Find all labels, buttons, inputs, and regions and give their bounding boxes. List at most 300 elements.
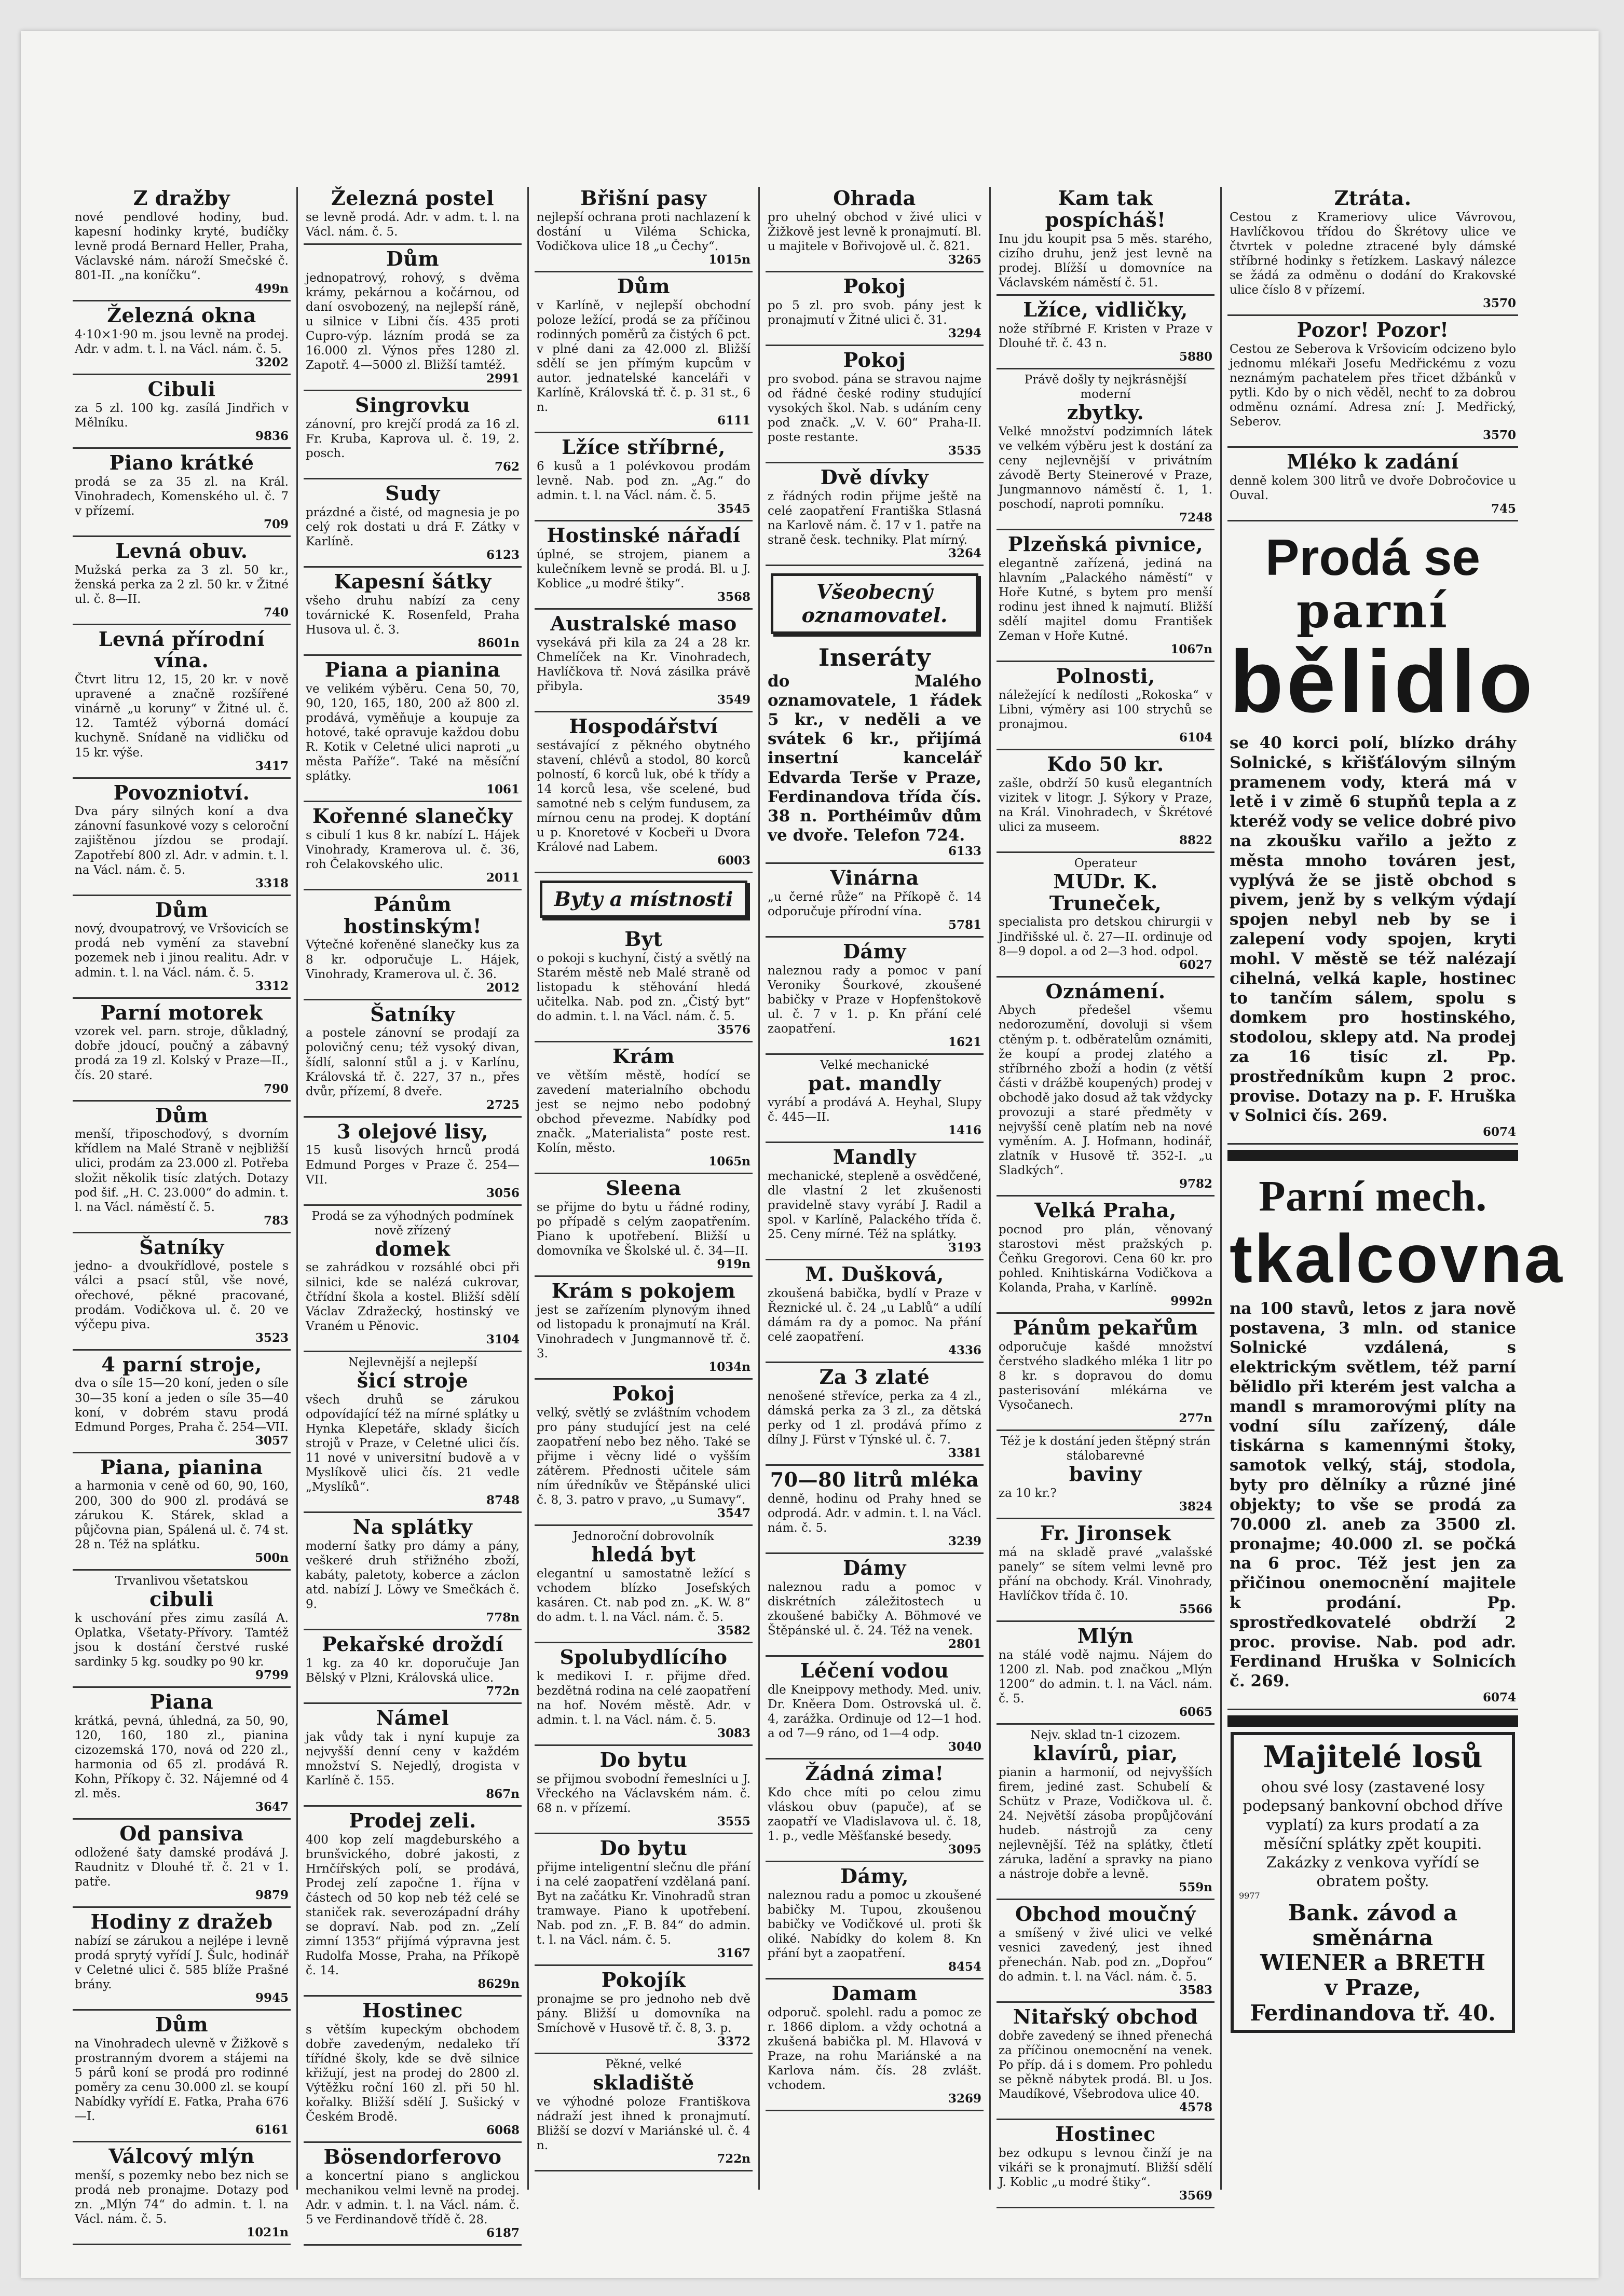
classified-ad: [73, 896, 291, 999]
ad-text: dva o síle 15—20 koní, jeden o síle 30—35 koní a jeden o síle 35—40 koní, v dobrém stavu prodá Edmund Porges, Praha č. 254—VII.: [75, 1377, 289, 1434]
column-divider: [989, 187, 991, 2190]
ad-title: Dámy: [843, 1556, 906, 1580]
classified-ad: [766, 938, 984, 1055]
ad-pretext: Též je k dostání jeden štěpný strán stálobarevné: [1000, 1435, 1211, 1463]
ad-title: Dům: [155, 2012, 209, 2036]
ad-title: Ztráta.: [1334, 186, 1412, 210]
ad-title: Šatníky: [370, 1002, 455, 1026]
firm-name: Bank. závod a směnárna: [1288, 1900, 1458, 1950]
ad-pretext: Jednoroční dobrovolník: [573, 1529, 714, 1543]
ad-code: 3312: [255, 979, 289, 993]
ad-text: Abych předešel všemu nedorozumění, dovoluji si všem ctěným p. t. odběratelům oznámiti, že koupí a prodej zlatého a stříbrného zboží a hodin (z větší části v drážbě koupených) prodej v obchodě jako dosud až tak vždycky provozuji a staré předměty v nejvyšší ceně platím neb na nové vyměním. A. J. Hofmann, hodinář, zlatník v Husově tř. 352-I. „u Sladkých“.: [999, 1003, 1212, 1177]
ad-text: Cestou z Krameriovy ulice Vávrovou, Havlíčkovou třídou do Škrétovy ulice ve čtvrtek v poledne ztracené byly dámské stříbrné hodinky s řetízkem. Laskavý nálezce se žádá za odměnu o dodání do Krakovské ulice číslo 8 v přízemí.: [1230, 210, 1516, 297]
ad-text: má na skladě pravé „valašské panely“ se sítem velmi levně pro přání na obchody. Král. Vinohrady, Havlíčkov třída č. 10.: [999, 1545, 1212, 1603]
ad-title: Námel: [376, 1706, 449, 1729]
ad-code: 3057: [255, 1433, 289, 1448]
ad-code: 6133: [948, 844, 981, 859]
section-header: Byty a místnosti: [540, 881, 747, 918]
ad-title: Lžíce, vidličky,: [1023, 297, 1188, 321]
ad-pretext: Velké mechanické: [820, 1058, 929, 1073]
ad-title: Inseráty: [818, 643, 931, 672]
ad-code: 3583: [1179, 1983, 1212, 1998]
ad-text: sestávající z pěkného obytného stavení, chlévů a stodol, 80 korců polností, 6 korců luk, obé k třídy a 14 korců lesa, vše scelené, bud samotné neb s celým fundusem, za mírnou cenu na prodej. K doptání u p. Knoretové v Kocbeři u Dvora Králové nad Labem.: [537, 738, 750, 855]
ad-text: prodá se za 35 zl. na Král. Vinohradech, Komenského ul. č. 7 v přízemí.: [75, 475, 289, 518]
classified-ad: [997, 1622, 1214, 1725]
classified-ad: [73, 1688, 291, 1820]
ad-text: se přijmou svobodní řemeslníci u J. Vřeckého na Václavském nám. č. 68 n. v přízemí.: [537, 1772, 750, 1815]
ad-code: 9782: [1179, 1176, 1212, 1191]
ad-text: elegantně zařízená, jediná na hlavním „Palackého náměstí“ v Hoře Kutné, s bytem pro menší rodinu jest ihned k najmutí. Bližší sdělí majitel domu František Zeman v Hoře Kutné.: [999, 556, 1212, 643]
ad-text: Cestou ze Seberova k Vršovicím odcizeno bylo jednomu mlékaři Josefu Medřickému z vozu neznámým pachatelem přes třicet džbánků v pytli. Kdo by o nich věděl, nechť to za dobrou odměnu oznámí. Adresa zní: J. Medřický, Seberov.: [1230, 342, 1516, 429]
ad-text: pro uhelný obchod v živé ulici v Žižkově jest levně k pronajmutí. Bl. u majitele v Bořivojově ul. č. 821.: [768, 210, 981, 253]
classified-ad: [997, 978, 1214, 1197]
ad-code: 6068: [486, 2123, 520, 2138]
ad-code: 9945: [255, 1990, 289, 2005]
classified-ad: [304, 1513, 522, 1630]
classified-ad: [535, 1526, 753, 1643]
ad-title: Piana, pianina: [100, 1455, 263, 1479]
classified-ad: [997, 1197, 1214, 1314]
ad-text: s větším kupeckým obchodem dobře zavedeným, nedaleko tří tířídné školy, kde se dvě silnice křižují, jest na prodej do 2800 zl. Výtěžku roční 160 zl. při 50 hl. kořalky. Bližší sdělí J. Sušický v Českém Brodě.: [306, 2023, 520, 2124]
column-3: [535, 184, 753, 2208]
ad-code: 3555: [717, 1814, 750, 1828]
column-1: [73, 184, 291, 2239]
ad-code: 1416: [948, 1123, 981, 1138]
classified-ad: [304, 184, 522, 245]
ad-text: ve velikém výběru. Cena 50, 70, 90, 120, 165, 180, 200 až 800 zl. prodává, vyměňuje a koupuje za hotové, také opravuje každou dobu R. Kotik v Celetné ulici naproti „u města Paříže“. Také na měsíční splátky.: [306, 682, 520, 783]
ad-text: Mužská perka za 3 zl. 50 kr., ženská perka za 2 zl. 50 kr. v Žitné ul. č. 8—II.: [75, 563, 289, 606]
classified-ad: [997, 1900, 1214, 2003]
ad-text: po 5 zl. pro svob. pány jest k pronajmutí v Žitné ulici č. 31.: [768, 298, 981, 327]
ad-code: 1021n: [247, 2225, 289, 2239]
classified-ad: [766, 463, 984, 566]
classified-ad: [997, 369, 1214, 530]
ad-text: se levně prodá. Adr. v adm. t. l. na Václ. nám. č. 5.: [306, 210, 520, 239]
ad-title: Železná okna: [107, 304, 256, 327]
ad-text: a koncertní piano s anglickou mechanikou velmi levně na prodej. Adr. v admin. t. l. na Václ. nám. č. 5 ve Ferdinandově třídě č. 28.: [306, 2169, 520, 2227]
ad-code: 559n: [1179, 1880, 1212, 1895]
ad-code: 499n: [255, 282, 289, 296]
ad-code: 790: [263, 1081, 289, 1096]
classified-ad: [766, 1759, 984, 1862]
classified-ad: [73, 184, 291, 301]
ad-text: dle Kneippovy methody. Med. univ. Dr. Kněera Dom. Ostrovská ul. č. 4, zarážka. Ordinuje od 12—1 hod. a od 7—9 ráno, od 1—4 odp.: [768, 1683, 981, 1741]
classified-ad: [535, 1746, 753, 1834]
ad-code: 3318: [255, 876, 289, 890]
ad-text: 4·10×1·90 m. jsou levně na prodej. Adr. v adm. t. l. na Václ. nám. č. 5.: [75, 327, 289, 356]
ad-text: o pokoji s kuchyní, čistý a světlý na Starém městě neb Malé straně od listopadu k stěhování hledá učitelka. Nab. pod zn. „Čistý byt“ do admin. t. l. na Václ. nám. č. 5.: [537, 951, 750, 1023]
divider-bar: [1227, 1715, 1518, 1727]
ad-text: denně, hodinu od Prahy hned se odprodá. Adr. v admin. t. l. na Václ. nám. č. 5.: [768, 1492, 981, 1535]
ad-title: Krám s pokojem: [551, 1278, 736, 1302]
classified-ad: [766, 1363, 984, 1466]
ad-title: Válcový mlýn: [108, 2144, 255, 2168]
ad-text: pro svobod. pána se stravou najme od řádné české rodiny studující vysokých škol. Nab. s udáním ceny pod značk. „V. V. 60“ Praha-II. poste restante.: [768, 372, 981, 444]
ad-code: 3547: [717, 1506, 750, 1520]
ad-title: Kam tak pospícháš!: [1045, 186, 1166, 231]
ad-title: Parní motorek: [100, 1000, 263, 1024]
classified-ad: [73, 1453, 291, 1571]
ad-text: pronajme se pro jednoho neb dvě pány. Bližší u domovníka na Smíchově v Husově tř. č. 8, 3. p.: [537, 1992, 750, 2035]
ad-title: 3 olejové lisy,: [337, 1119, 488, 1143]
classified-ad: [535, 521, 753, 610]
ad-text: všech druhů se zárukou odpovídající též na mírné splátky u Hynka Klepetáře, sklady šicích strojů v Praze, v Celetné ulici čís. 11 nové v universitní budově a v Myslíkově ulici čís. 21 vedle „Myslíků“.: [306, 1393, 520, 1494]
ad-code: 6065: [1179, 1704, 1212, 1719]
ad-code: 3417: [255, 759, 289, 773]
ad-title: Damam: [831, 1982, 918, 2005]
ad-code: 8629n: [477, 1977, 520, 1991]
ad-title: Krám: [612, 1044, 675, 1068]
ad-code: 709: [263, 517, 289, 531]
ad-code: 3083: [717, 1726, 750, 1740]
classified-ad: [73, 1908, 291, 2011]
ad-title: Pokoj: [843, 274, 906, 298]
classified-ad: [997, 662, 1214, 750]
ad-text: zánovní, pro krejčí prodá za 16 zl. Fr. Kruba, Kaprova ul. č. 19, 2. posch.: [306, 417, 520, 460]
classified-ad: [304, 1630, 522, 1704]
ad-text: 400 kop zelí magdeburského a brunšvického, dobré jakosti, z Hrnčířských polí, se prodává, Prodej zelí započne 1. října v částech od 50 kop neb též celé se staniček rak. severozápadní dráhy se dopraví. Nab. pod zn. „Zelí zimní 1353“ přijímá výpravna jest Rudolfa Mosse, Praha, na Příkopě č. 14.: [306, 1833, 520, 1978]
classified-ad: [535, 184, 753, 272]
classified-ad: [997, 1725, 1214, 1900]
classified-ad: [304, 890, 522, 1000]
ad-title: Vinárna: [830, 866, 919, 890]
ad-text: ohou své losy (zastavené losy podepsaný bankovní obchod dříve vyplatí) za kurs prodatí a za měsíční splátky zpět koupiti. Zakázky z venkova vyřídí se obratem pošty.: [1243, 1778, 1503, 1890]
ad-code: 5566: [1179, 1602, 1212, 1616]
classified-ad: [73, 1233, 291, 1351]
ad-code: 7248: [1179, 510, 1212, 525]
ad-text: na Vinohradech ulevně v Žižkově s prostranným dvorem a stájemi na 5 párů koní se prodá pro rodinné poměry za cenu 30.000 zl. se koupí Nabídky vyřídí E. Fatka, Praha 676—I.: [75, 2037, 289, 2123]
ad-headline-line: Prodá se: [1265, 529, 1480, 586]
ad-text: úplné, se strojem, pianem a kulečníkem levně se prodá. Bl. u J. Koblice „u modré štiky“.: [537, 547, 750, 590]
newspaper-page: [21, 31, 1599, 2278]
ad-code: 1621: [948, 1035, 981, 1050]
classified-ad: [73, 375, 291, 449]
ad-title: Dům: [155, 1103, 209, 1127]
classified-ad: [766, 1862, 984, 1979]
ad-pretext: Operateur: [1074, 856, 1137, 870]
ad-code: 5880: [1179, 349, 1212, 364]
ad-code: 722n: [717, 2151, 750, 2166]
ad-text: a postele zánovní se prodají za polovičný cenu; též vysoký divan, šídlí, salonní stůl a j. v Karlínu, Královská tř. č. 227, 37 n., přes dvůr, přízemí, 8 dveře.: [306, 1026, 520, 1098]
ad-title: Povozniotví.: [113, 780, 250, 804]
ad-pretext: Právě došly ty nejkrásnější moderní: [1024, 373, 1187, 401]
ad-text: jednopatrový, rohový, s dvěma krámy, pekárnou a kočárnou, od daní osvobozený, na nejlepší ráně, u silnice v Libni čís. 435 proti Cupro-výp. lázním prodá se za 16.000 zl. Výnos přes 1280 zl. Zapotř. 4—5000 zl. Bližší tamtéž.: [306, 271, 520, 372]
ad-code: 1034n: [708, 1359, 750, 1374]
ad-pretext: Pěkné, velké: [605, 2057, 682, 2071]
ad-title: zbytky.: [1067, 400, 1144, 424]
ad-code: 3535: [948, 443, 981, 458]
ad-code: 1061: [486, 782, 520, 796]
ad-code: 9836: [255, 429, 289, 443]
classified-ad: [766, 864, 984, 938]
classified-ad: [766, 346, 984, 463]
classified-ad: [766, 1979, 984, 2111]
ad-text: s cibulí 1 kus 8 kr. nabízí L. Hájek Vinohrady, Kramerova ul. č. 36, roh Čelakovského ulic.: [306, 828, 520, 871]
ad-text: nabízí se zárukou a nejlépe i levně prodá sprytý vyřídí J. Šulc, hodinář v Celetné ulici č. 585 blíže Prašné brány.: [75, 1934, 289, 1991]
ad-code: 3569: [1179, 2189, 1212, 2203]
ad-title: Léčení vodou: [800, 1659, 949, 1683]
ad-code: 9977: [1239, 1890, 1260, 1901]
ad-text: elegantní u samostatně ležící s vchodem blízko Josefských kasáren. Ct. nab pod zn. „K. W. 8“ do adm. t. l. na Václ. nám. č. 5.: [537, 1566, 750, 1624]
ad-code: 2801: [948, 1637, 981, 1652]
classified-ad: [73, 1351, 291, 1453]
classified-ad: [304, 1206, 522, 1352]
ad-code: 740: [263, 605, 289, 620]
ad-title: Hostinské nářadí: [547, 524, 741, 547]
ad-code: 6003: [717, 854, 750, 868]
classified-ad: [535, 433, 753, 521]
ad-pretext: Trvanlivou všetatskou: [115, 1574, 249, 1588]
ad-text: naleznou radu a pomoc v diskrétních záležitostech u zkoušené babičky A. Böhmové ve Štěpánské ul. č. 24. Též na venek.: [768, 1580, 981, 1638]
classified-ad: [304, 1000, 522, 1118]
ad-title: Kdo 50 kr.: [1047, 752, 1164, 776]
ad-text: náležející k nedílosti „Rokoska“ v Libni, výměry asi 100 strychů se pronajmou.: [999, 688, 1212, 731]
ad-title: Velká Praha,: [1034, 1198, 1177, 1222]
ad-text: naleznou radu a pomoc u zkoušené babičky M. Tupou, zkoušenou babičky ve Vodičkové ul. proti šk oliké. Nabídky do kolem 8. Kn přání byt a zaopatření.: [768, 1888, 981, 1961]
ad-title: Piana a pianina: [324, 657, 501, 681]
ad-title: Polnosti,: [1056, 664, 1155, 688]
ad-title: šicí stroje: [357, 1368, 469, 1392]
ad-title: Bösendorferovo: [323, 2145, 502, 2169]
ad-title: Šatníky: [139, 1235, 224, 1259]
classified-ad: [1227, 448, 1518, 521]
ad-headline: [1230, 525, 1536, 734]
ad-code: 3549: [717, 692, 750, 707]
ad-text: specialista pro detskou chirurgii v Jindřišské ul. č. 27—II. ordinuje od 8—9 dopol. a od 2—3 hod. odpol.: [999, 915, 1212, 958]
ad-pretext: Nejlevnější a nejlepší: [348, 1355, 477, 1369]
ad-code: 3269: [948, 2092, 981, 2106]
ad-text: pocnod pro plán, věnovaný starostovi měst pražských p. Čeňku Gregorovi. Cena 60 kr. pro pohled. Knihtiskárna Vodičkova a Kolanda, Praha, v Karlíně.: [999, 1222, 1212, 1295]
classified-ad: [766, 1657, 984, 1759]
lottery-ad: [1231, 1732, 1515, 2033]
classified-ad: [73, 779, 291, 896]
ad-headline-line: parní: [1296, 582, 1450, 639]
ad-pretext: Nejv. sklad tn-1 cizozem.: [1030, 1728, 1181, 1742]
classified-ad: [997, 296, 1214, 369]
classified-ad: [535, 2054, 753, 2171]
ad-title: Dům: [617, 274, 671, 298]
ad-text: moderní šatky pro dámy a pány, veškeré druh střižného zboží, kabáty, paletoty, koberce a záclon atd. nabízí J. Löwy ve Smečkách č. 9.: [306, 1539, 520, 1611]
ad-title: Spolubydlícího: [559, 1645, 728, 1669]
ad-title: Pokoj: [612, 1381, 675, 1405]
ad-text: velký, světlý se zvláštním vchodem pro pány studující jest na celé zaopatření nebo bez něho. Také se přijme i věcny lidé o vyšším zátěrem. Přednosti učitele sám ním úředníkův ve Štěpánské ulici č. 8, 3. patro v pravo, „u Sumavy“.: [537, 1406, 750, 1507]
ad-title: baviny: [1069, 1462, 1142, 1486]
ad-text: vysekává při kila za 24 a 28 kr. Chmelíček na Kr. Vinohradech, Havlíčkova tř. Nová zásilka právě přibyla.: [537, 636, 750, 693]
ad-text: za 10 kr.?: [999, 1486, 1057, 1500]
ad-code: 3824: [1179, 1499, 1212, 1514]
firm-name: v Praze,: [1325, 1975, 1421, 2001]
classified-ad: [304, 479, 522, 568]
ad-text: nový, dvoupatrový, ve Vršovicích se prodá neb vymění za stavební pozemek neb i jinou realitu. Adr. v admin. t. l. na Václ. nám. č. 5.: [75, 922, 289, 980]
ad-title: Dům: [155, 898, 209, 922]
ad-title: Australské maso: [550, 611, 737, 635]
ad-title: Fr. Jironsek: [1040, 1521, 1171, 1545]
ad-title: Dámy: [843, 940, 906, 964]
ad-title: Sleena: [606, 1176, 681, 1200]
ad-code: 762: [494, 459, 520, 474]
ad-headline: Parní mech.: [1259, 1172, 1487, 1221]
classified-ad: [535, 1277, 753, 1380]
ad-title: Pánům hostinským!: [343, 892, 482, 938]
ad-title: Pekařské droždí: [322, 1632, 503, 1656]
ad-text: jest se zařízením plynovým ihned od listopadu k pronajmutí na Král. Vinohradech v Jungmannově tř. č. 3.: [537, 1303, 750, 1360]
ad-title: Piana: [149, 1689, 214, 1713]
ad-code: 9879: [255, 1888, 289, 1902]
ad-code: 3570: [1482, 296, 1516, 311]
classified-ad: [766, 272, 984, 346]
column-4: [766, 184, 984, 2208]
ad-title: Singrovku: [355, 393, 470, 417]
ad-text: odložené šaty damské prodává J. Raudnitz v Dlouhé tř. č. 21 v 1. patře.: [75, 1846, 289, 1889]
ad-text: za 5 zl. 100 kg. zasílá Jindřich v Mělníku.: [75, 401, 289, 430]
classified-ad: [997, 2120, 1214, 2208]
ad-text: k medikovi I. r. přijme dřed. bezdětná rodina na celé zaopatření na hof. Novém městě. Adr. v admin. t. l. na Václ. nám. č. 5.: [537, 1669, 750, 1727]
ad-title: Mlýn: [1077, 1624, 1134, 1647]
classified-ad: [1227, 316, 1518, 448]
classified-ad: [997, 1431, 1214, 1519]
ad-title: Ohrada: [833, 186, 916, 210]
ad-text: dobře zavedený se ihned přenechá za příčinou onemocnění na venek. Po příp. dá i s domem. Pro pohledu se pěkně nábytek prodá. Bl. u Jos. Maudíkové, Všebrodova ulice 40.: [999, 2029, 1212, 2101]
ad-code: 277n: [1179, 1411, 1212, 1426]
column-2: [304, 184, 522, 2240]
classified-ad: [766, 1260, 984, 1363]
ad-text: Kdo chce míti po celou zimu vláskou obuv (papuče), ať se zaopatří ve Vladislavova ul. č. 18, 1. p., vedle Měšťanské besedy.: [768, 1785, 981, 1844]
ad-text: nenošené střevíce, perka za 4 zl., dámská perka za 3 zl., za dětská perky od 1 zl. prodává přímo z dílny J. Fürst v Týnské ul. č. 7.: [768, 1389, 981, 1447]
ad-title: klavírů, piar,: [1033, 1741, 1178, 1765]
classified-ad: [535, 1966, 753, 2054]
ad-title: Pokoj: [843, 348, 906, 372]
classified-ad: [535, 1834, 753, 1966]
ad-code: 3095: [948, 1843, 981, 1857]
ad-title: Do bytu: [599, 1836, 688, 1860]
ad-title: Lžíce stříbrné,: [562, 435, 726, 459]
classified-ad: [304, 1352, 522, 1513]
ad-title: 4 parní stroje,: [101, 1352, 262, 1376]
ad-code: 5781: [948, 918, 981, 932]
classified-ad: [535, 1380, 753, 1526]
classified-ad: [535, 1174, 753, 1277]
classified-ad: [304, 2143, 522, 2246]
ad-text: ve větším městě, hodící se zavedení materialního obchodu jest se nejmo nebo podobný obchod převezme. Nabídky pod značk. „Materialista“ poste rest. Kolín, město.: [537, 1068, 750, 1155]
ad-code: 8454: [948, 1960, 981, 1974]
ad-text: menší, třiposchoďový, s dvorním křídlem na Malé Straně v nejbližší ulici, prodám za 23.000 zl. Potřeba složit několik tisíc zlatých. Dotazy pod šif. „H. C. 23.000“ do admin. t. l. na Václ. náměstí č. 5.: [75, 1128, 289, 1214]
classified-ad: [535, 272, 753, 433]
ad-code: 2991: [486, 372, 520, 386]
ad-title: Mandly: [833, 1145, 917, 1169]
ad-code: 3570: [1482, 428, 1516, 443]
column-5: [997, 184, 1214, 2208]
ad-title: Žádná zima!: [805, 1762, 944, 1785]
ad-title: Kapesní šátky: [334, 569, 492, 593]
ad-code: 3104: [486, 1332, 520, 1346]
classified-ad: [766, 1143, 984, 1260]
ad-title: Majitelé losů: [1263, 1739, 1483, 1775]
classified-ad: [535, 1643, 753, 1746]
ad-text: Výtečné kořeněné slanečky kus za 8 kr. odporučuje L. Hájek, Vinohrady, Kramerova ul. č. 36.: [306, 938, 520, 981]
classified-ad: [304, 1704, 522, 1807]
classified-ad: [997, 184, 1214, 296]
ad-title: Pozor! Pozor!: [1297, 318, 1449, 342]
ad-text: naleznou rady a pomoc v paní Veroniky Šourkové, zkoušené babičky v Praze v Hopfenštokově ul. č. 7 v 1. p. Kn přání celé zaopatření.: [768, 964, 981, 1036]
ad-text: menší, s pozemky nebo bez nich se prodá neb pronajme. Dotazy pod zn. „Mlýn 74“ do admin. t. l. na Václ. nám. č. 5.: [75, 2168, 289, 2226]
ad-code: 6111: [717, 414, 750, 428]
ad-title: MUDr. K. Truneček,: [1049, 869, 1162, 915]
ad-code: 3202: [255, 355, 289, 369]
classified-ad: [304, 1807, 522, 1997]
ad-title: Nitařský obchod: [1013, 2005, 1198, 2029]
ad-text: vzorek vel. parn. stroje, důkladný, dobře jdoucí, poučný a zábavný prodá za 19 zl. Kolský v Praze—II., čís. 20 staré.: [75, 1025, 289, 1082]
ad-code: 3239: [948, 1534, 981, 1549]
ad-text: a harmonia v ceně od 60, 90, 160, 200, 300 do 900 zl. prodává se zárukou K. Stárek, sklad a půjčovna pian, Spálená ul. č. 74 st. 28 n. Též na splátku.: [75, 1479, 289, 1551]
ad-code: 4578: [1179, 2100, 1212, 2115]
classified-ad: [1227, 521, 1536, 1145]
column-6: [1227, 184, 1564, 2208]
ad-title: Dámy,: [840, 1864, 909, 1888]
ad-title: Železná postel: [331, 186, 495, 210]
classified-ad: [535, 610, 753, 712]
ad-code: 3167: [717, 1946, 750, 1960]
ad-title: Cibuli: [147, 377, 216, 401]
divider-bar: [1227, 1150, 1518, 1161]
ad-title: Pánům pekařům: [1013, 1316, 1198, 1340]
ad-text: 15 kusů lisových hrnců prodá Edmund Porges v Praze č. 254—VII.: [306, 1144, 520, 1187]
column-divider: [758, 187, 760, 2190]
classified-ad: [73, 2142, 291, 2245]
classified-ad: [1227, 1166, 1564, 1710]
ad-code: 1067n: [1170, 642, 1212, 656]
classified-ad: [997, 2003, 1214, 2120]
ad-headline-line: bělidlo: [1230, 633, 1536, 732]
ad-code: 3265: [948, 252, 981, 267]
ad-code: 6123: [486, 547, 520, 562]
classified-ad: [304, 391, 522, 479]
ad-title: Hodiny z dražeb: [90, 1909, 273, 1933]
classified-ad: [997, 750, 1214, 853]
ad-text: se 40 korci polí, blízko dráhy Solnické, s křišťálovým silným pramenem vody, která má v letě i v zimě 6 stupňů tepla a z kteréž vody se velice dobré pivo na zkoušku vařilo a ježto z města mnoho továren jest, vyplývá že se jistě obchod s pivem, jenž by s velkým výdají spojen nebyl neb by se i zalepení vody spojen, kryti mohl. V městě se též nalézají cihelná, velká kaple, hostinec to tančím sálem, spolu s domkem pro hostinského, stodolou, sklepy atd. Na prodej za 16 tisíc zl. Pp. prostředníkům kupn 2 proc. provise. Dotazy na p. F. Hruška v Solnici čís. 269.: [1230, 733, 1516, 1125]
ad-text: Čtvrt litru 12, 15, 20 kr. v nově upravené a značně rozšířené vinárně „u koruny“ v Žitné ul. č. 12. Tamtéž výborná domácí kuchyně. Snídaně na vidličku od 15 kr. výše.: [75, 673, 289, 760]
column-divider: [527, 187, 529, 2190]
ad-title: Dům: [386, 246, 440, 270]
column-divider: [1220, 187, 1222, 2190]
ad-title: M. Dušková,: [805, 1262, 944, 1286]
firm-name: Ferdinandova tř. 40.: [1250, 2000, 1496, 2026]
classified-ad: [535, 712, 753, 873]
ad-text: na 100 stavů, letos z jara nově postavena, 3 mln. od stanice Solnické vzdálená, s elektrickým světlem, též parní bělidlo při kterém jest valcha a mandl s mramorovými plíty na vodní sílu zařízený, dále tiskárna s kamennými štoky, samotok velký, stáj, stodola, byty pro dělníky a různé jiné objekty; to vše se prodá za 70.000 zl. aneb za 3500 zl. pronajme; 40.000 zl. se počká na 6 proc. Též jest jen za přičinou onemocnění majitele k prodání. Pp. sprostředkovatelé obdrží 2 proc. provise. Nab. pod adr. Ferdinand Hruška v Solnicích č. 269.: [1230, 1299, 1516, 1691]
ad-code: 3264: [948, 546, 981, 560]
classified-ad: [766, 1055, 984, 1143]
ad-text: Inu jdu koupit psa 5 měs. starého, cizího druhu, jenž jest levně na prodej. Blížší u domovníce na Václavském náměstí č. 51.: [999, 232, 1212, 290]
classified-ad: [304, 1118, 522, 1206]
ad-title: Pokojík: [601, 1968, 686, 1991]
ad-code: 6104: [1179, 730, 1212, 745]
classified-ad: [1227, 184, 1518, 316]
ad-text: nové pendlové hodiny, bud. kapesní hodinky kryté, budíčky levně prodá Bernard Heller, Praha, Václavské nám. nároží Smečské č. 801-II. „na koníčku“.: [75, 210, 289, 282]
ad-code: 1065n: [708, 1154, 750, 1168]
ad-text: nože stříbrné F. Kristen v Praze v Dlouhé tř. č. 43 n.: [999, 322, 1212, 350]
ad-title: Dvě dívky: [820, 465, 929, 489]
ad-text: všeho druhu nabízí za ceny továrnické K. Rosenfeld, Praha Husova ul. č. 3.: [306, 594, 520, 637]
ad-code: 6187: [486, 2226, 520, 2240]
ad-code: 1015n: [708, 252, 750, 267]
ad-title: Sudy: [385, 481, 440, 505]
classified-ad: [766, 184, 984, 272]
classified-ad: [304, 802, 522, 890]
classified-ad: [304, 656, 522, 802]
classified-ad: [73, 1571, 291, 1688]
ad-title: Hospodářství: [569, 714, 718, 738]
ad-code: 778n: [486, 1610, 520, 1625]
ad-text: ve výhodné poloze Františkova nádraží jest ihned k pronajmutí. Bližší se dozví v Mariánské ul. č. 4 n.: [537, 2095, 750, 2152]
